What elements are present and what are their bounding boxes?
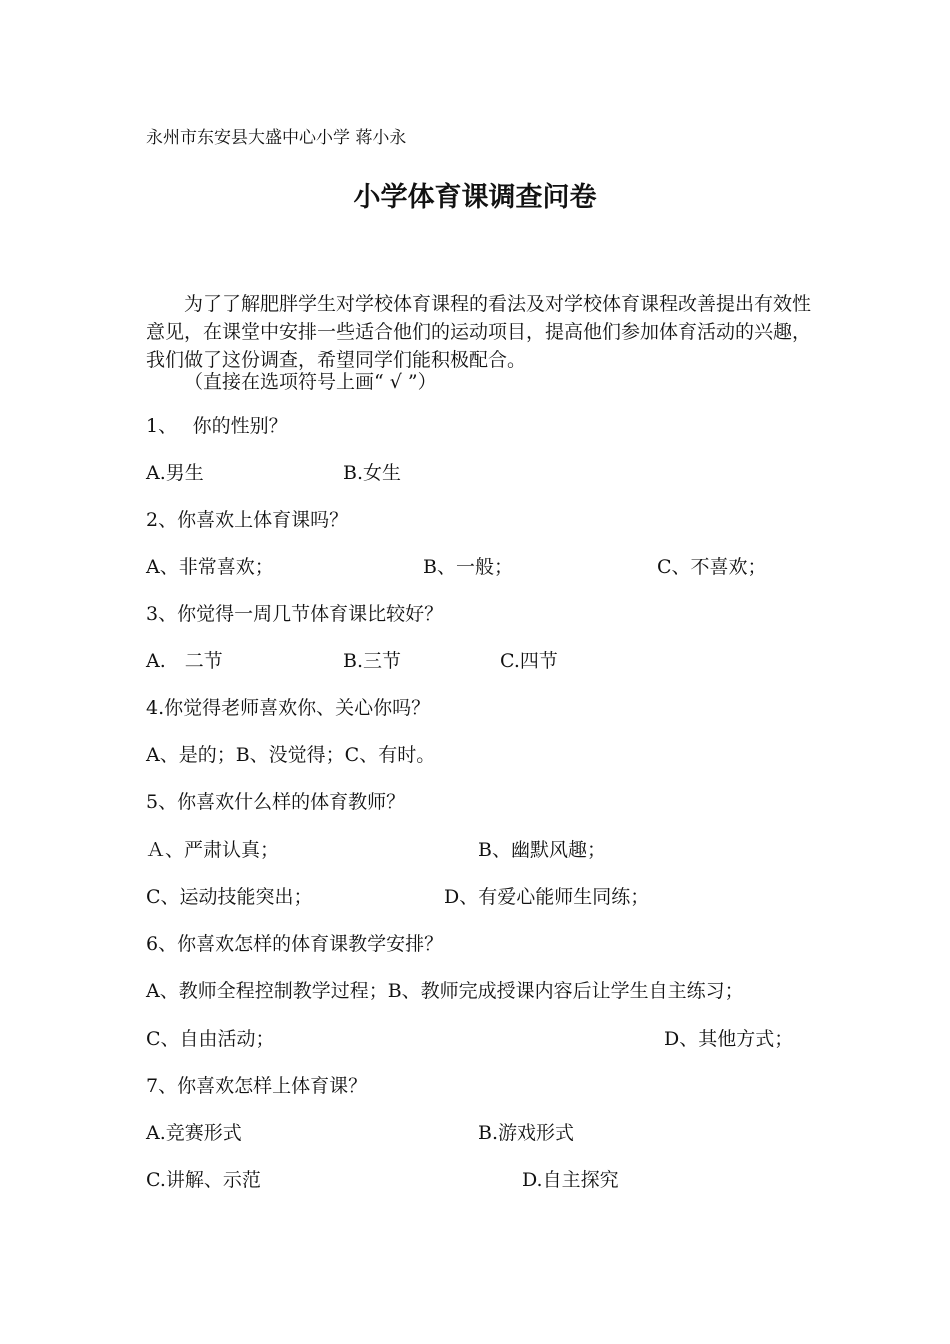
q7-option-d: D.自主探究	[522, 1169, 619, 1191]
q3-option-c: C.四节	[500, 650, 558, 672]
q3-option-a: A. 二节	[146, 650, 223, 672]
question-1: 1、 你的性别？	[146, 415, 288, 437]
question-7: 7、你喜欢怎样上体育课？	[146, 1075, 368, 1097]
q3-option-b: B.三节	[343, 650, 402, 672]
q2-option-a: A、非常喜欢；	[146, 556, 274, 578]
q5-option-b: B、幽默风趣；	[478, 839, 606, 861]
question-2: 2、你喜欢上体育课吗？	[146, 509, 349, 531]
q6-option-c: C、自由活动；	[146, 1028, 275, 1050]
q7-option-c: C.讲解、示范	[146, 1169, 261, 1191]
question-4: 4.你觉得老师喜欢你、关心你吗？	[146, 697, 431, 719]
instruction-line: （直接在选项符号上画“ √ ”）	[184, 371, 437, 393]
q4-options: A、是的；B、没觉得；C、有时。	[146, 744, 436, 766]
question-6: 6、你喜欢怎样的体育课教学安排？	[146, 933, 444, 955]
q5-option-a: Ａ、严肃认真；	[146, 839, 280, 861]
q5-option-d: D、有爱心能师生同练；	[444, 886, 650, 908]
question-3: 3、你觉得一周几节体育课比较好？	[146, 603, 444, 625]
q7-option-b: B.游戏形式	[478, 1122, 575, 1144]
q1-option-a: A.男生	[146, 462, 204, 484]
q7-option-a: A.竞赛形式	[146, 1122, 242, 1144]
q2-option-c: C、不喜欢；	[657, 556, 767, 578]
page-title: 小学体育课调查问卷	[353, 182, 597, 213]
q6-option-d: D、其他方式；	[664, 1028, 794, 1050]
q6-option-ab: A、教师全程控制教学过程；B、教师完成授课内容后让学生自主练习；	[146, 980, 744, 1002]
intro-paragraph: 为了了解肥胖学生对学校体育课程的看法及对学校体育课程改善提出有效性意见，在课堂中安排一些适合他们的运动项目，提高他们参加体育活动的兴趣，我们做了这份调查，希望同学们能积极配合。	[146, 293, 812, 371]
q1-option-b: B.女生	[343, 462, 402, 484]
q2-option-b: B、一般；	[423, 556, 513, 578]
author-line: 永州市东安县大盛中心小学 蒋小永	[146, 128, 407, 148]
question-5: 5、你喜欢什么样的体育教师？	[146, 791, 406, 813]
q5-option-c: C、运动技能突出；	[146, 886, 313, 908]
